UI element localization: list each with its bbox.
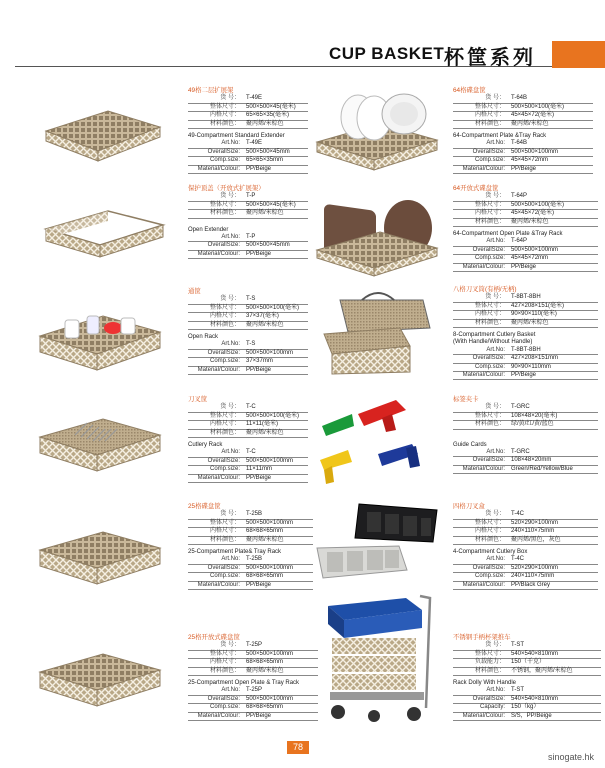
spec-p9: 25格碟盘筐 货 号： T-25B 整体尺寸： 500×500×100mm 内格尺寸： 68×68×65mm 材料颜色： 聚丙烯/米棕色 25-Compartment Plate& Tray Rack Art.No: T-25B OverallSize: 500×500×100mm Comp.size: 68×68×65mm Material/Colour: PP/Beige [188, 503, 313, 590]
product-cn-title: 64开放式碟盘筐 [453, 185, 499, 192]
spec-p10: 四格刀叉盒 货 号： T-4C 整体尺寸： 520×290×100mm 内格尺寸： 240×110×75mm 材料颜色： 聚丙烯/黑色，灰色 4-Compartment Cutlery Box Art.No: T-4C OverallSize: 520×290×100mm Comp.size: 240×110×75mm Material/Colour: PP/Black Grey [453, 503, 598, 590]
product-cn-title: 25格开放式碟盘筐 [188, 634, 240, 641]
product-cn-title: 64格碟盘筐 [453, 87, 486, 94]
open-rack-image [35, 298, 165, 373]
product-cn-title: 八格刀叉筒(有柄/无柄) [453, 286, 517, 293]
page-number: 78 [287, 741, 309, 754]
product-cn-title: 25格碟盘筐 [188, 503, 221, 510]
product-cn-title: 49格二层扩展架 [188, 87, 234, 94]
guide-cards-image [318, 396, 438, 488]
cutlery-box-image [315, 500, 443, 586]
spec-p5: 通筐 货 号： T-S 整体尺寸： 500×500×100(毫米) 内格尺寸： 37×37(毫米) 材料颜色： 聚丙烯/米棕色 Open Rack Art.No: T-S OverallSize: 500×500×100mm Comp.size: 37×37mm Material/Colour: PP/Beige [188, 288, 308, 375]
product-cn-title: 标签夹卡 [453, 396, 479, 403]
open-plate-rack-25-image [35, 640, 165, 710]
spec-p11: 25格开放式碟盘筐 货 号： T-25P 整体尺寸： 500×500×100mm 内格尺寸： 68×68×65mm 材料颜色： 聚丙烯/米棕色 25-Compartment Open Plate & Tray Rack Art.No: T-25P OverallSize: 500×500×100mm Comp.size: 68×68×65mm Material/Colour: PP/Beige [188, 634, 318, 721]
plate-rack-25-image [35, 518, 165, 588]
spec-p4: 64开放式碟盘筐 货 号： T-64P 整体尺寸： 500×500×100(毫米) 内格尺寸： 45×45×72(毫米) 材料颜色： 聚丙烯/米棕色 64-Compartment Open Plate &Tray Rack Art.No: T-64P OverallSize: 500×500×100mm Comp.size: 45×45×72mm Material/Colour: PP/Beige [453, 185, 598, 272]
product-cn-title: 不锈钢手柄杯架推车 [453, 634, 511, 641]
product-cn-title: 通筐 [188, 288, 201, 295]
spec-p3: 保护顶盖（开放式扩展架） 货 号： T-P 整体尺寸： 500×500×45(毫米) 材料颜色： 聚丙烯/米棕色 Open Extender Art.No: T-P OverallSize: 500×500×45mm Material/Colour: PP/Beige [188, 185, 308, 259]
page-title-en: CUP BASKET [329, 44, 445, 63]
open-extender-image [38, 203, 168, 263]
rack-dolly-image [322, 590, 440, 728]
spec-p8: 标签夹卡 货 号： T-GRC 整体尺寸： 108×48×20(毫米) 材料颜色： 绿/黄/红/黄/蓝色 Guide Cards Art.No: T-GRC OverallSize: 108×48×20mm Material/Colour: Green/Red/Yellow/Blue [453, 396, 598, 474]
cutlery-rack-image [35, 405, 165, 475]
spec-p7: 刀叉筐 货 号： T-C 整体尺寸： 500×500×100(毫米) 内格尺寸： 11×11(毫米) 材料颜色： 聚丙烯/米棕色 Cutlery Rack Art.No: T-C OverallSize: 500×500×100mm Comp.size: 11×11mm Material/Colour: PP/Beige [188, 396, 308, 483]
product-cn-title: 刀叉筐 [188, 396, 208, 403]
spec-p6: 八格刀叉筒(有柄/无柄) 货 号： T-8BT-8BH 整体尺寸： 427×208×151(毫米) 内格尺寸： 90×90×110(毫米) 材料颜色： 聚丙烯/米棕色 8-Compartment Cutlery Basket (With Handle/Without Handle) Art.No: T-8BT-8BH OverallSize: 427×208×151mm Comp.size: 90×90×110mm Material/Colour: PP/Beige [453, 286, 598, 380]
product-cn-title: 保护顶盖（开放式扩展架） [188, 185, 265, 192]
open-plate-rack-64-image [312, 196, 442, 278]
spec-p1: 49格二层扩展架 货 号： T-49E 整体尺寸： 500×500×45(毫米) 内格尺寸： 65×65×35(毫米) 材料颜色： 聚丙烯/米棕色 49-Compartment Standard Extender Art.No: T-49E OverallSize: 500×500×45mm Comp.size: 65×65×35mm Material/Colour: PP/Beige [188, 87, 308, 174]
header-accent-bar [552, 41, 605, 68]
spec-p2: 64格碟盘筐 货 号： T-64B 整体尺寸： 500×500×100(毫米) 内格尺寸： 45×45×72(毫米) 材料颜色： 聚丙烯/米棕色 64-Compartment Plate &Tray Rack Art.No: T-64B OverallSize: 500×500×100mm Comp.size: 45×45×72mm Material/Colour: PP/Beige [453, 87, 593, 174]
plate-rack-64-image [312, 92, 442, 172]
spec-p12: 不锈钢手柄杯架推车 货 号： T-ST 整体尺寸： 540×540×810mm 负载能力： 150（千克） 材料颜色： 不锈钢，聚丙烯/米棕色 Rack Dolly With Handle Art.No: T-ST OverallSize: 540×540×810mm Capacity: 150（kg） Material/Colour: S/S，PP/Beige [453, 634, 601, 721]
product-cn-title: 四格刀叉盒 [453, 503, 485, 510]
extender-49-image [38, 103, 163, 165]
cutlery-basket-image [318, 288, 438, 376]
site-watermark: sinogate.hk [548, 752, 595, 762]
page-title-cn: 杯筐系列 [444, 47, 536, 69]
